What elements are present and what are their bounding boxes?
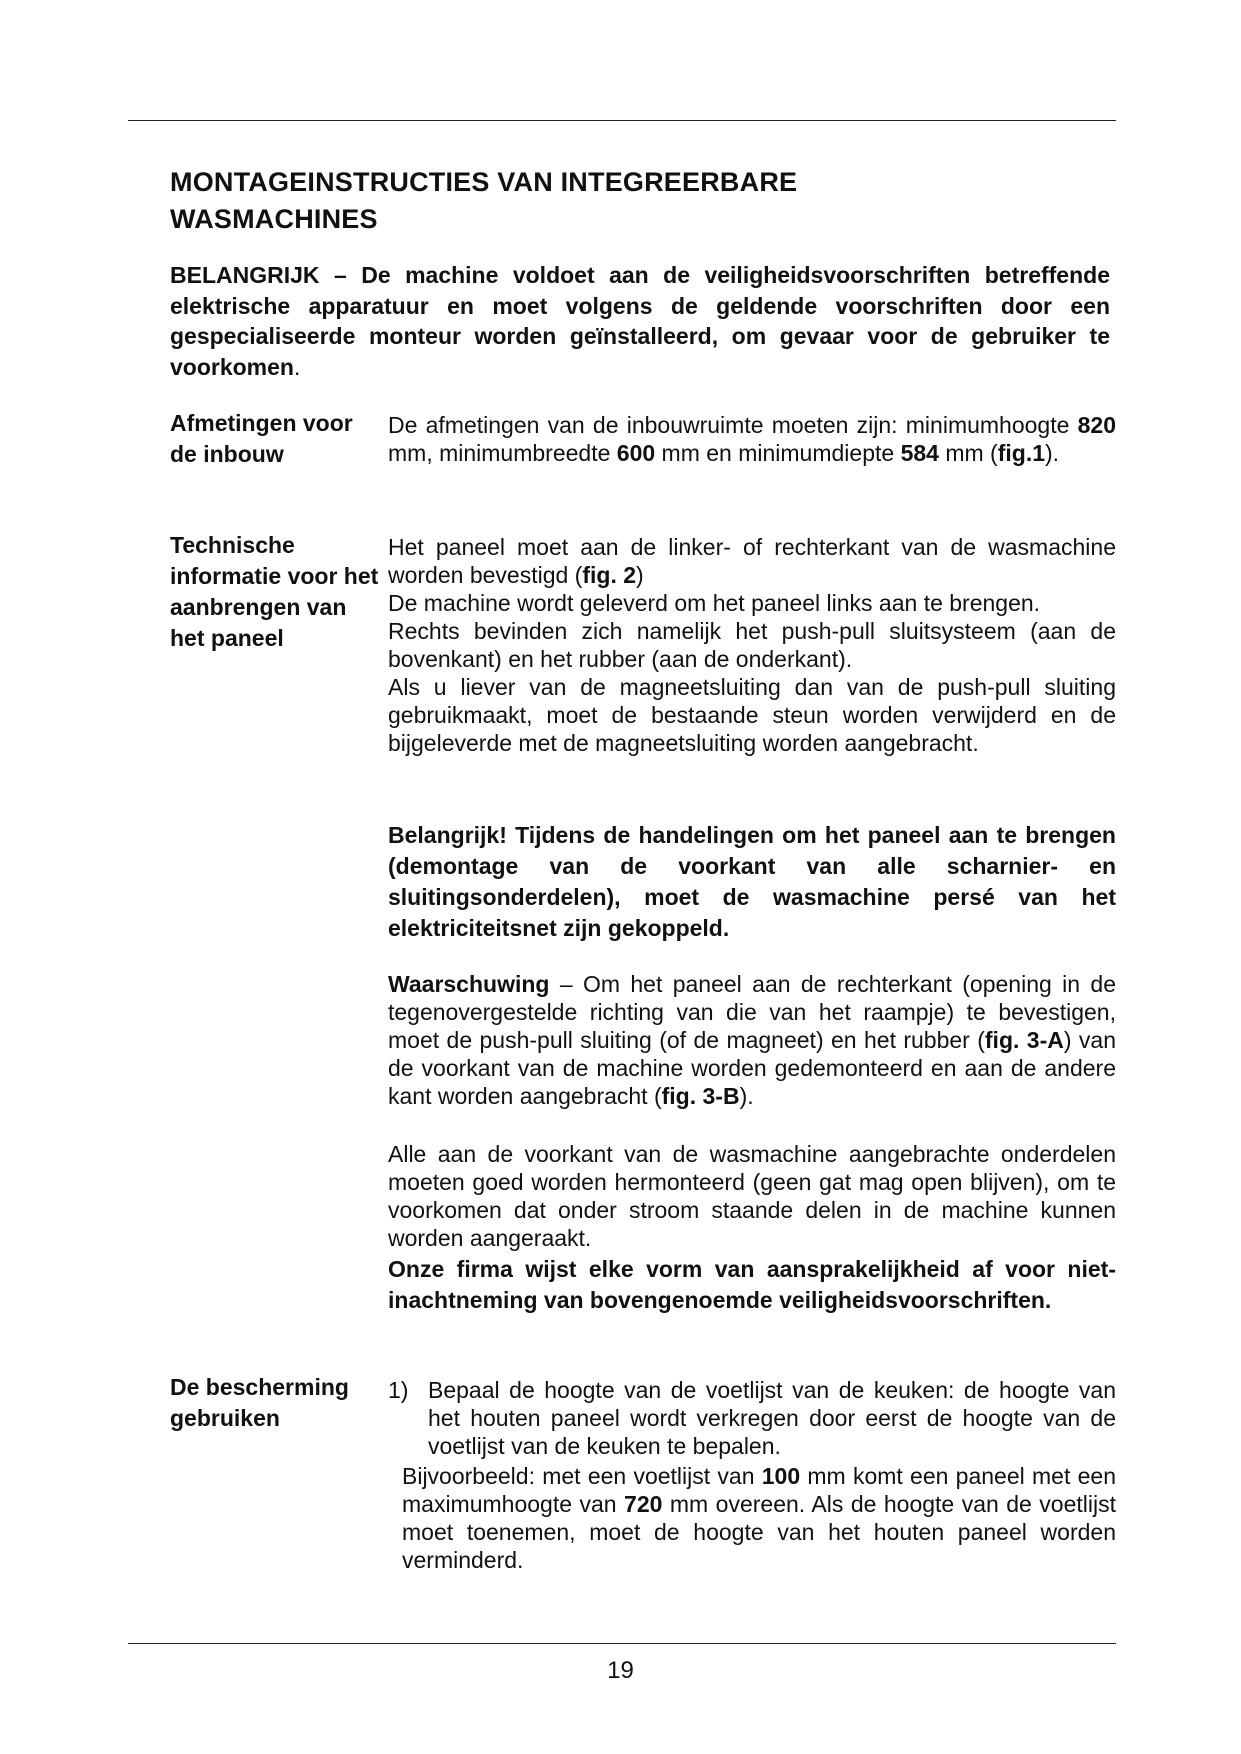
fig-3b-ref: fig. 3-B (661, 1083, 740, 1109)
label-protection: De bescherming gebruiken (170, 1374, 349, 1431)
intro-text: De machine voldoet aan de veiligheidsvoorschriften betreffende elektrische apparatuur en moet volgens de geldende voorschriften door een gespecialiseerde monteur worden geïnstalleerd, om gevaar voor de gebruiker te voorkomen (170, 262, 1110, 380)
intro-end: . (293, 353, 301, 380)
dimension-width: 600 (616, 440, 656, 466)
intro-lead: BELANGRIJK – (170, 262, 347, 288)
label-dimensions: Afmetingen voor de inbouw (170, 410, 353, 467)
dimension-depth: 584 (900, 440, 939, 466)
example-text-b: mm komt een paneel met een maximumhoogte van (402, 1463, 1116, 1517)
page-title (170, 164, 1110, 238)
example-plinth-value: 100 (761, 1463, 801, 1489)
dimensions-text-c: mm en minimumdiepte (655, 440, 901, 466)
title-line-2: WASMACHINES (170, 204, 378, 234)
technical-p4: Als u liever van de magneetsluiting dan van de push-pull sluiting gebruikmaakt, moet de bestaande steun worden verwijderd en de bijgeleverde met de magneetsluiting worden aangebracht. (388, 674, 1116, 756)
technical-p1-b: ) (636, 562, 644, 588)
fig-1-ref: fig.1 (997, 440, 1045, 466)
page-number: 19 (607, 1657, 634, 1684)
example-text-a: Bijvoorbeeld: met een voetlijst van (402, 1463, 762, 1489)
warning-lead: Waarschuwing (388, 971, 550, 997)
text-dimensions (388, 411, 1116, 467)
text-technical (388, 533, 1116, 757)
mounting-parts-paragraph: Alle aan de voorkant van de wasmachine aangebrachte onderdelen moeten goed worden hermonteerd (geen gat mag open blijven), om te voorkomen dat onder stroom staande delen in de machine kunnen worden aangeraakt. (388, 1141, 1116, 1251)
dimension-height: 820 (1077, 412, 1116, 438)
example-text-c: mm overeen. Als de hoogte van de voetlijst moet toenemen, moet de hoogte van het houten paneel worden verminderd. (402, 1491, 1116, 1573)
protection-steps (388, 1376, 1116, 1574)
fig-3a-ref: fig. 3-A (984, 1027, 1064, 1053)
fig-2-ref: fig. 2 (582, 562, 637, 588)
important-notice: Belangrijk! Tijdens de handelingen om het paneel aan te brengen (demontage van de voorkant van alle scharnier- en sluitingsonderdelen), moet de wasmachine persé van het elektriciteitsnet zijn gekoppeld. (388, 822, 1116, 941)
bottom-divider (128, 1643, 1116, 1644)
example-max-value: 720 (624, 1491, 663, 1517)
technical-p1-a: Het paneel moet aan de linker- of rechterkant van de wasmachine worden bevestigd ( (388, 534, 1116, 588)
title-line-1: MONTAGEINSTRUCTIES VAN INTEGREERBARE (170, 167, 798, 197)
technical-p1 (388, 533, 1116, 589)
warning-text-a: – Om het paneel aan de rechterkant (opening in de tegenovergestelde richting van die van het raampje) te bevestigen, moet de push-pull sluiting (of de magneet) en het rubber ( (388, 971, 1116, 1053)
dimensions-text-b: mm, minimumbreedte (388, 440, 617, 466)
step-number: 1) (388, 1377, 409, 1403)
technical-p2: De machine wordt geleverd om het paneel links aan te brengen. (388, 590, 1041, 616)
warning-text-c: ). (739, 1083, 754, 1109)
dimensions-text-e: ). (1045, 440, 1060, 466)
technical-p3: Rechts bevinden zich namelijk het push-pull sluitsysteem (aan de bovenkant) en het rubber (aan de onderkant). (388, 618, 1116, 672)
dimensions-text-a: De afmetingen van de inbouwruimte moeten zijn: minimumhoogte (388, 412, 1078, 438)
label-technical: Technische informatie voor het aanbrengen van het paneel (170, 532, 379, 651)
dimensions-text-d: mm ( (938, 440, 998, 466)
intro-paragraph (170, 260, 1110, 382)
top-divider (128, 120, 1116, 121)
warning-text-b: ) van de voorkant van de machine worden gedemonteerd en aan de andere kant worden aangebracht ( (388, 1027, 1116, 1109)
warning-paragraph (388, 970, 1116, 1110)
example-paragraph (402, 1462, 1116, 1574)
step-text: Bepaal de hoogte van de voetlijst van de keuken: de hoogte van het houten paneel wordt verkregen door eerst de hoogte van de voetlijst van de keuken te bepalen. (428, 1377, 1116, 1459)
liability-notice: Onze firma wijst elke vorm van aansprakelijkheid af voor niet-inachtneming van bovengenoemde veiligheidsvoorschriften. (388, 1256, 1116, 1313)
